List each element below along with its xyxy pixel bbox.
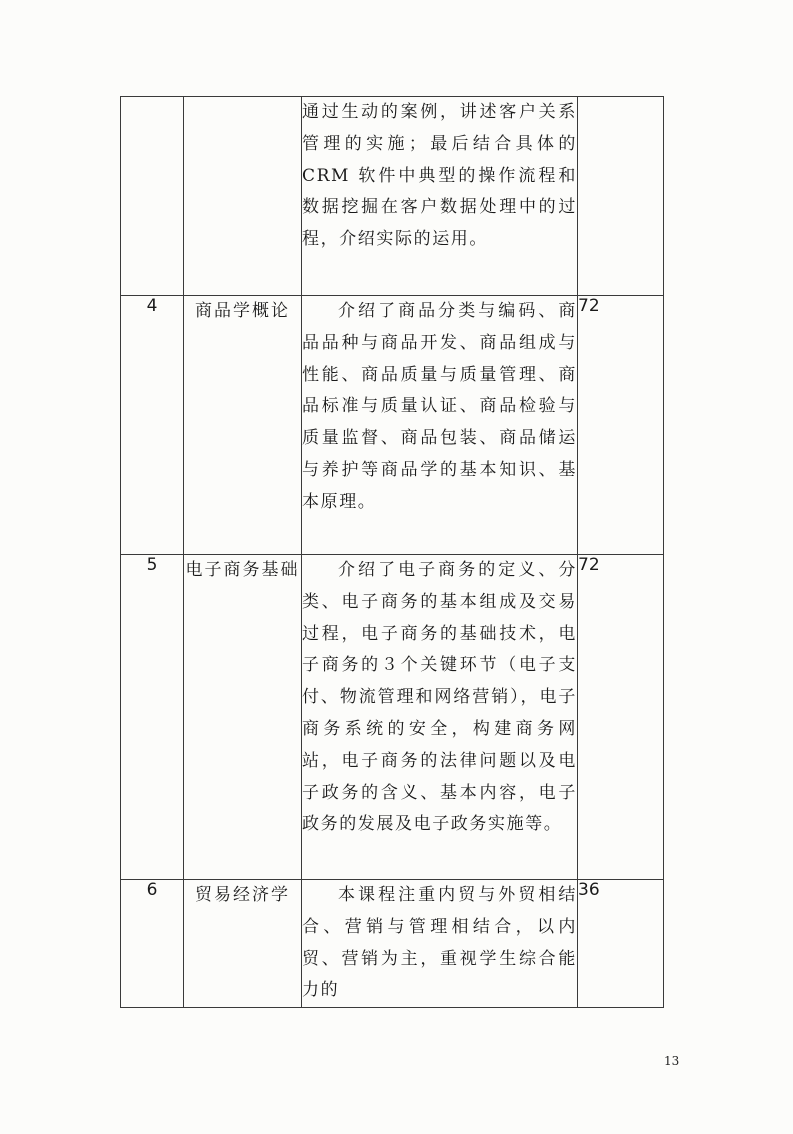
course-hours: 72 — [578, 555, 664, 880]
course-table — [120, 96, 664, 1008]
course-description — [302, 880, 578, 1008]
course-description-text: 介绍了商品分类与编码、商品品种与商品开发、商品组成与性能、商品质量与质量管理、商品标准与质量认证、商品检验与质量监督、商品包装、商品储运与养护等商品学的基本知识、基本原理。 — [302, 301, 577, 512]
course-description — [302, 296, 578, 555]
course-hours: 36 — [578, 880, 664, 1008]
course-description — [302, 555, 578, 880]
course-number: 6 — [121, 880, 184, 1008]
course-hours — [578, 97, 664, 296]
course-description-text: 本课程注重内贸与外贸相结合、营销与管理相结合，以内贸、营销为主，重视学生综合能力的 — [302, 885, 577, 1001]
course-number: 5 — [121, 555, 184, 880]
course-description — [302, 97, 578, 296]
course-name: 贸易经济学 — [184, 880, 302, 1008]
course-name: 商品学概论 — [184, 296, 302, 555]
course-number — [121, 97, 184, 296]
course-number: 4 — [121, 296, 184, 555]
course-name — [184, 97, 302, 296]
table-row — [121, 555, 664, 880]
course-description-text: 介绍了电子商务的定义、分类、电子商务的基本组成及交易过程，电子商务的基础技术，电子商务的３个关键环节（电子支付、物流管理和网络营销），电子商务系统的安全，构建商务网站，电子商务的法律问题以及电子政务的含义、基本内容，电子政务的发展及电子政务实施等。 — [302, 560, 577, 835]
table-row — [121, 97, 664, 296]
course-hours: 72 — [578, 296, 664, 555]
course-description-text: 通过生动的案例，讲述客户关系管理的实施；最后结合具体的CRM 软件中典型的操作流程和数据挖掘在客户数据处理中的过程，介绍实际的运用。 — [302, 102, 577, 250]
page-number: 13 — [664, 1054, 680, 1068]
table-row — [121, 296, 664, 555]
course-name: 电子商务基础 — [184, 555, 302, 880]
table-row — [121, 880, 664, 1008]
